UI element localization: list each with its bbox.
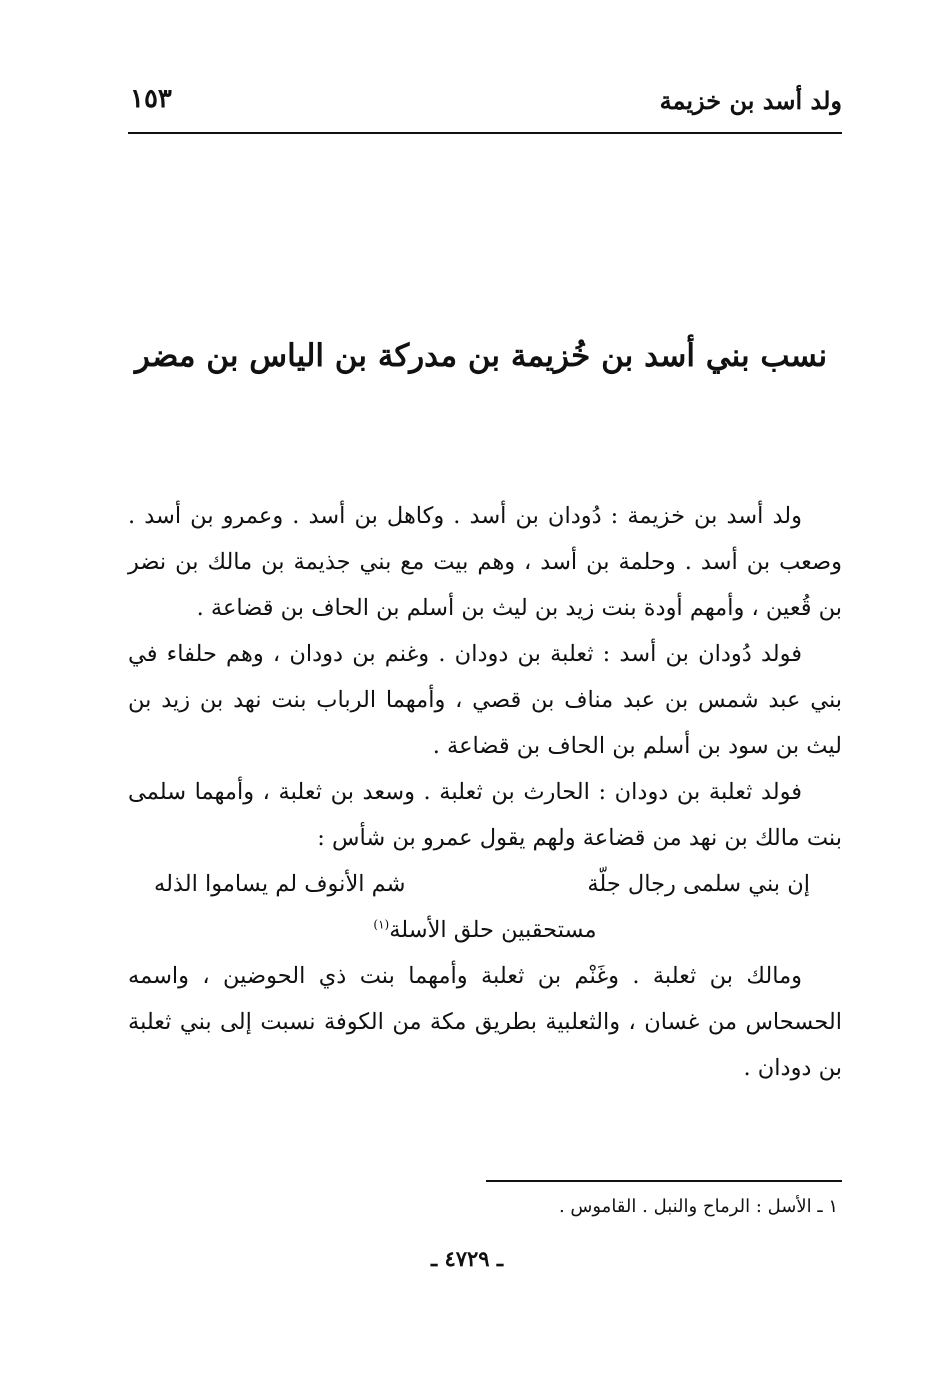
footnote: ١ ـ الأسل : الرماح والنبل . القاموس . xyxy=(558,1196,838,1217)
paragraph-2: فولد دُودان بن أسد : ثعلبة بن دودان . وغنم بن دودان ، وهم حلفاء في بني عبد شمس بن عبد مناف بن قصي ، وأمهما الرباب بنت نهد بن زيد بن ليث بن سود بن أسلم بن الحاف بن قضاعة . xyxy=(128,641,842,759)
chapter-title: نسب بني أسد بن خُزيمة بن مدركة بن الياس بن مضر xyxy=(134,338,828,374)
body-text xyxy=(128,493,842,1091)
paragraph-1: ولد أسد بن خزيمة : دُودان بن أسد . وكاهل بن أسد . وعمرو بن أسد . وصعب بن أسد . وحلمة بن أسد ، وهم بيت مع بني جذيمة بن مالك بن نضر بن قُعين ، وأمهم أودة بنت زيد بن ليث بن أسلم بن الحاف بن قضاعة . xyxy=(128,503,842,621)
verse-hemistich-2: شم الأنوف لم يساموا الذله xyxy=(154,871,406,897)
page-number: ١٥٣ xyxy=(130,84,172,114)
verse-line-2 xyxy=(128,907,842,953)
verse-line-1 xyxy=(128,861,842,907)
footnote-divider xyxy=(486,1180,842,1182)
running-title: ولد أسد بن خزيمة xyxy=(659,86,842,115)
paragraph-3: فولد ثعلبة بن دودان : الحارث بن ثعلبة . وسعد بن ثعلبة ، وأمهما سلمى بنت مالك بن نهد من قضاعة ولهم يقول عمرو بن شأس : xyxy=(128,779,842,851)
paragraph-4: ومالك بن ثعلبة . وغَنْم بن ثعلبة وأمهما بنت ذي الحوضين ، واسمه الحسحاس من غسان ، والثعلبية بطريق مكة من الكوفة نسبت إلى بني ثعلبة بن دودان . xyxy=(128,963,842,1081)
footnote-marker: (١) xyxy=(373,917,390,932)
folio-number: ـ ٤٧٢٩ ـ xyxy=(430,1246,504,1271)
verse-hemistich-1: إن بني سلمى رجال جلّة xyxy=(587,871,810,897)
running-header xyxy=(128,84,842,134)
verse-line-2-text: مستحقبين حلق الأسلة xyxy=(389,917,597,943)
